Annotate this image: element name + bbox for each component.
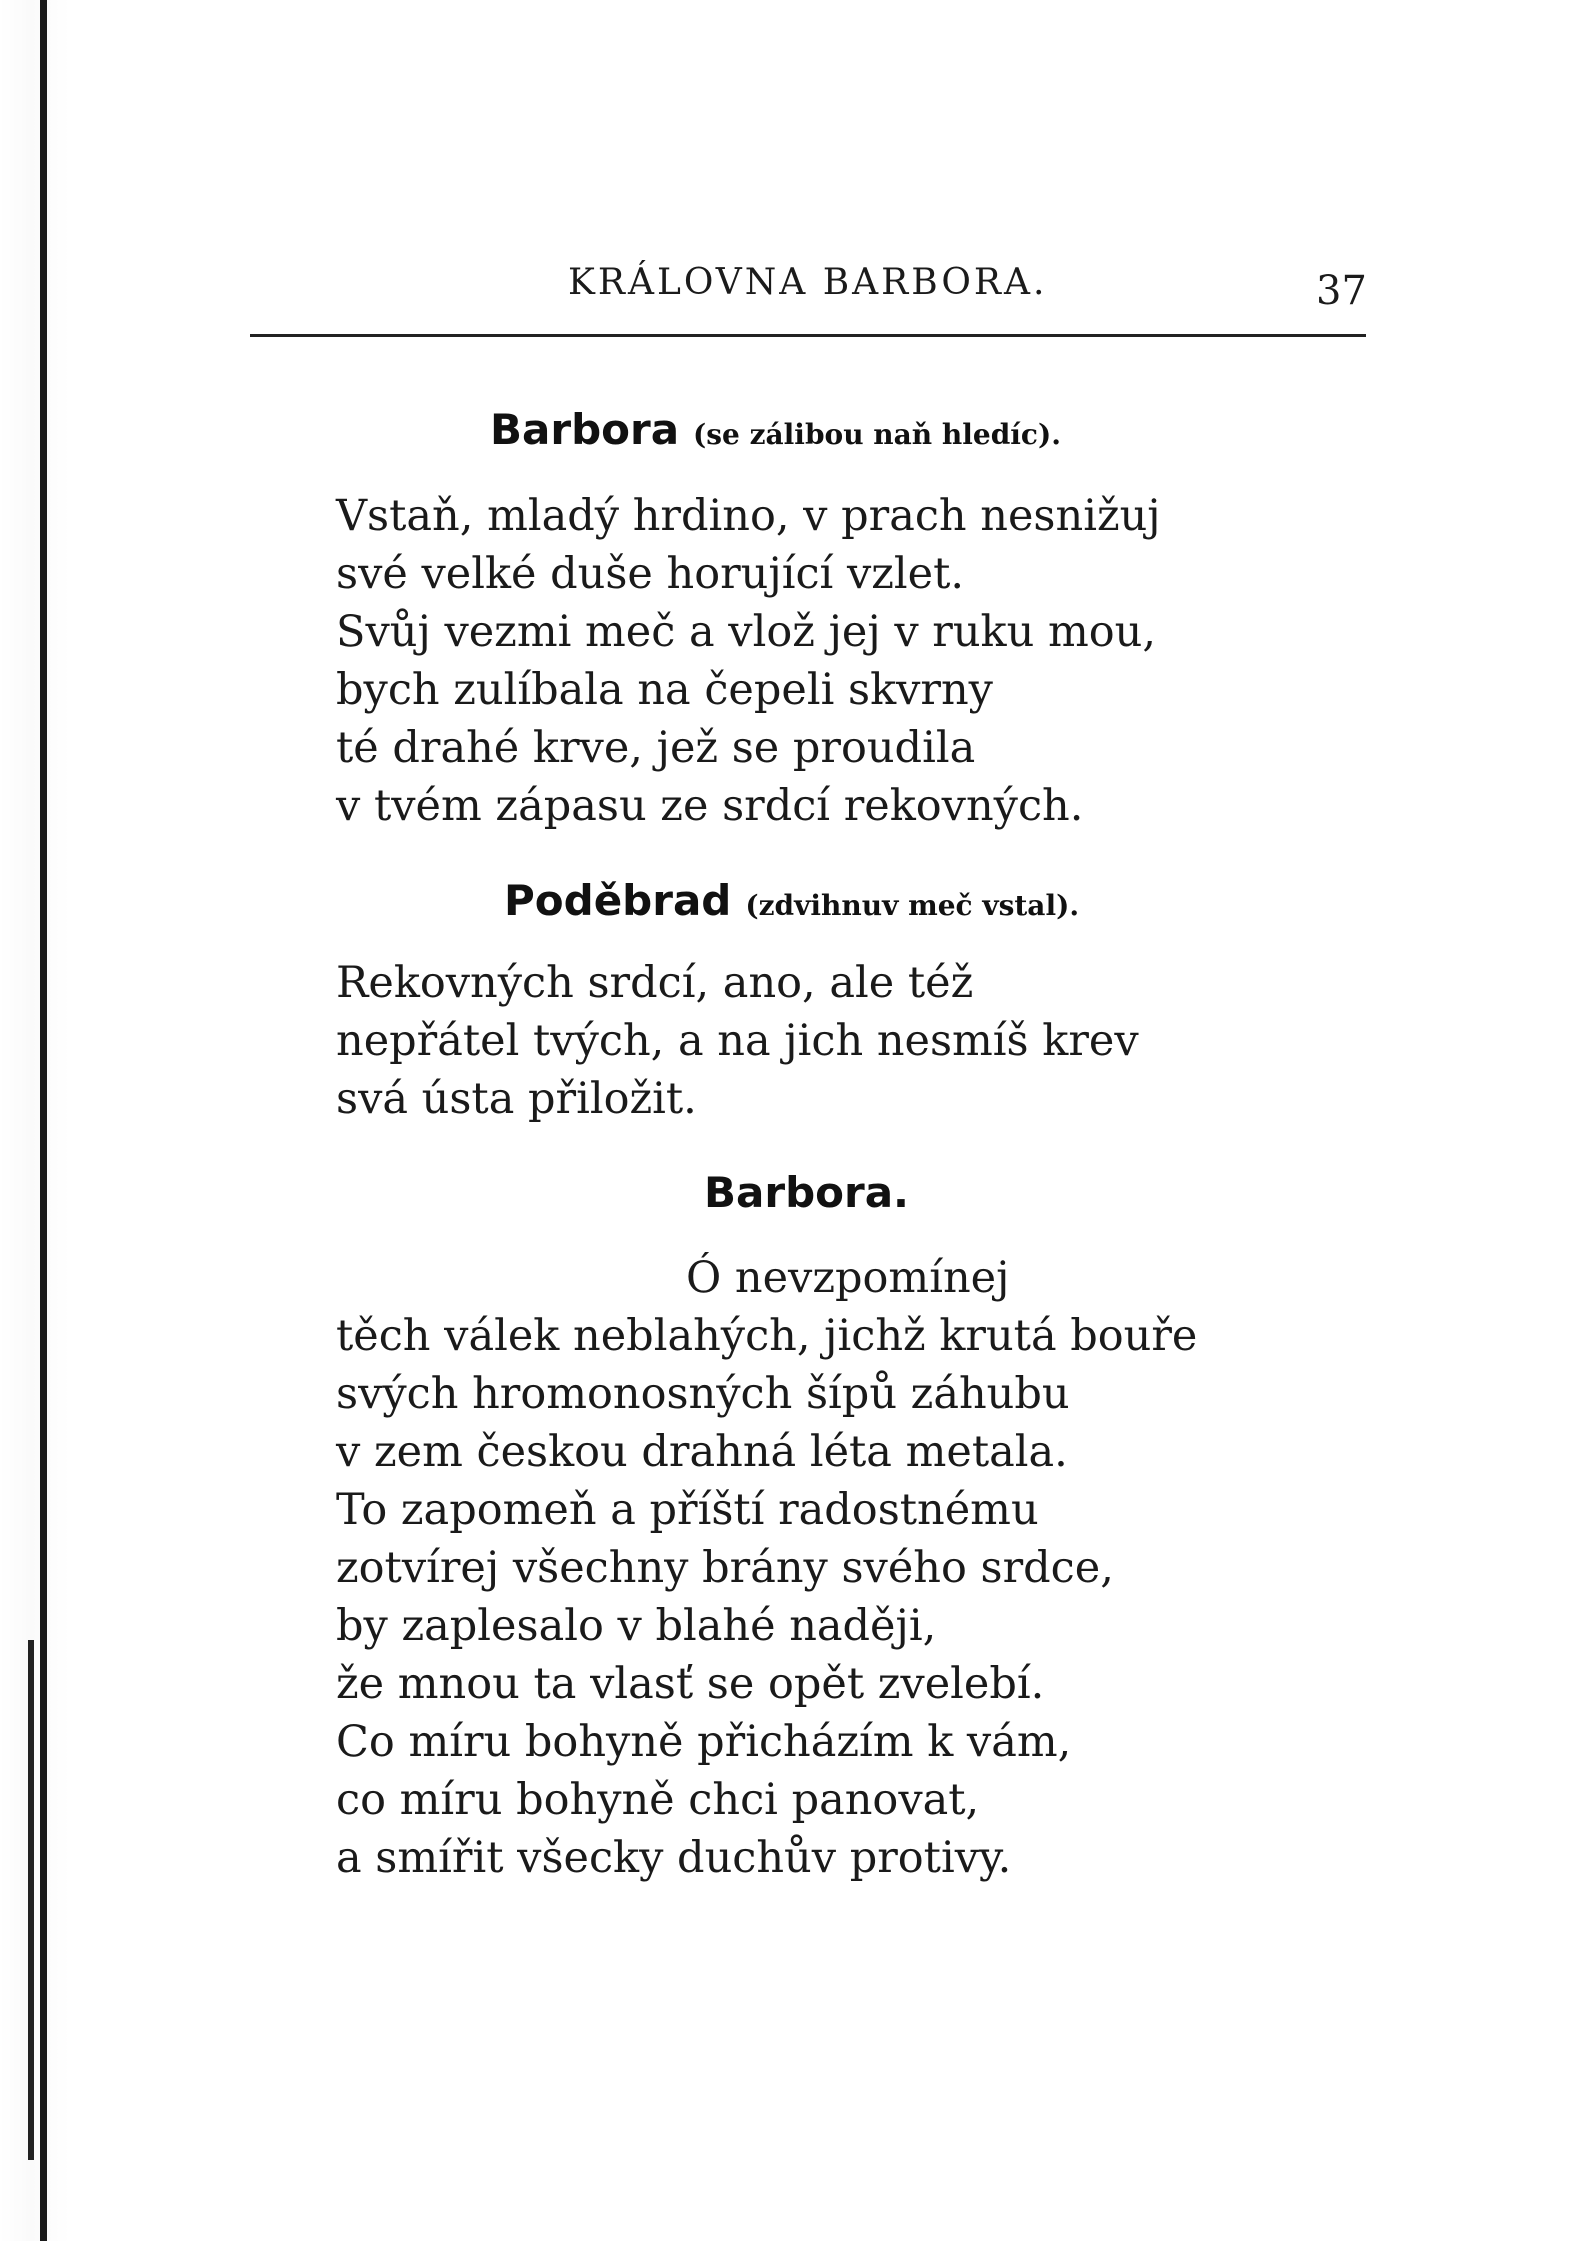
verse-line: své velké duše horující vzlet. — [336, 549, 965, 599]
verse-line: Svůj vezmi meč a vlož jej v ruku mou, — [336, 607, 1157, 657]
verse-line: Rekovných srdcí, ano, ale též — [336, 958, 974, 1008]
scan-edge — [0, 0, 70, 2241]
verse-block-barbora-2 — [336, 1249, 1197, 1887]
verse-line: svých hromonosných šípů záhubu — [336, 1369, 1070, 1419]
verse-line: té drahé krve, jež se proudila — [336, 723, 976, 773]
verse-block-podebrad — [336, 954, 1139, 1128]
running-header: KRÁLOVNA BARBORA. — [568, 262, 1048, 303]
speaker-heading-barbora-2 — [704, 1168, 909, 1217]
stage-direction: (zdvihnuv meč vstal). — [745, 889, 1080, 922]
speaker-name: Barbora — [490, 405, 680, 454]
verse-line: Vstaň, mladý hrdino, v prach nesnižuj — [336, 491, 1161, 541]
verse-line: že mnou ta vlasť se opět zvelebí. — [336, 1659, 1045, 1709]
speaker-heading-podebrad — [504, 876, 1079, 925]
binding-edge-line — [40, 0, 47, 2241]
verse-line: těch válek neblahých, jichž krutá bouře — [336, 1311, 1198, 1361]
speaker-heading-barbora — [490, 405, 1061, 454]
verse-line: Ó nevzpomínej — [686, 1253, 1010, 1303]
verse-line: v tvém zápasu ze srdcí rekovných. — [336, 781, 1084, 831]
verse-line: zotvírej všechny brány svého srdce, — [336, 1543, 1114, 1593]
verse-line: nepřátel tvých, a na jich nesmíš krev — [336, 1016, 1139, 1066]
speaker-name: Poděbrad — [504, 876, 732, 925]
verse-line: svá ústa přiložit. — [336, 1074, 697, 1124]
stage-direction: (se zálibou naň hledíc). — [693, 418, 1061, 451]
verse-block-barbora — [336, 487, 1161, 835]
verse-line: by zaplesalo v blahé naději, — [336, 1601, 937, 1651]
speaker-name: Barbora. — [704, 1168, 909, 1217]
verse-line: v zem českou drahná léta metala. — [336, 1427, 1068, 1477]
header-rule — [250, 334, 1366, 337]
verse-line: To zapomeň a příští radostnému — [336, 1485, 1039, 1535]
page-number: 37 — [1316, 268, 1367, 314]
verse-line: bych zulíbala na čepeli skvrny — [336, 665, 993, 715]
verse-line: Co míru bohyně přicházím k vám, — [336, 1717, 1072, 1767]
verse-line: a smířit všecky duchův protivy. — [336, 1833, 1012, 1883]
binding-edge-shadow — [28, 1640, 34, 2160]
verse-line: co míru bohyně chci panovat, — [336, 1775, 980, 1825]
